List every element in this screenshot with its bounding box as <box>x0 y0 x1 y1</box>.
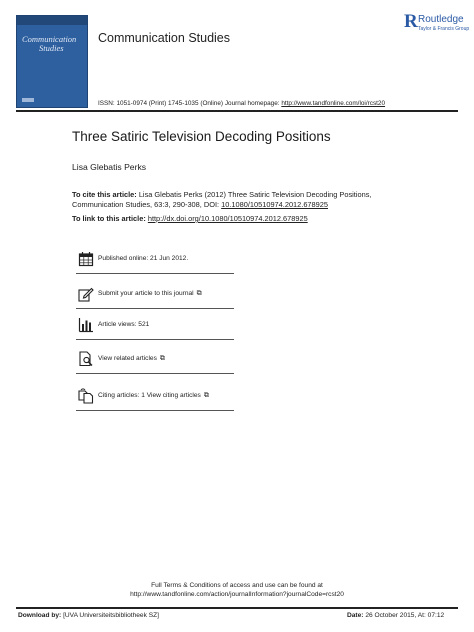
article-link-line <box>72 214 308 223</box>
citation-block <box>72 190 422 210</box>
routledge-logo[interactable] <box>404 11 470 34</box>
document-search-icon <box>78 351 94 367</box>
cite-label: To cite this article: <box>72 190 137 199</box>
header-divider <box>16 110 458 112</box>
cite-text: Lisa Glebatis Perks (2012) Three Satiric Television Decoding Positions, Communication Studies, 63:3, 290-308, DOI: <box>72 190 372 209</box>
related-articles-label[interactable]: View related articles ⧉ <box>98 355 165 362</box>
citing-icon <box>78 388 94 404</box>
cite-doi-link[interactable]: 10.1080/10510974.2012.678925 <box>221 200 328 209</box>
calendar-icon <box>78 251 94 267</box>
submit-article-label[interactable]: Submit your article to this journal ⧉ <box>98 290 202 297</box>
terms-link[interactable]: http://www.tandfonline.com/action/journalInformation?journalCode=rcst20 <box>130 591 344 598</box>
external-link-icon: ⧉ <box>203 392 209 399</box>
download-info <box>18 612 159 619</box>
publisher-name: Routledge <box>418 14 464 25</box>
submit-article-row[interactable] <box>76 283 234 309</box>
download-date <box>347 612 444 619</box>
link-label: To link to this article: <box>72 214 148 223</box>
footer-divider <box>16 607 458 609</box>
publisher-subtitle: Taylor & Francis Group <box>418 26 470 32</box>
download-value: [UVA Universiteitsbibliotheek SZ] <box>61 612 159 619</box>
related-articles-row[interactable] <box>76 348 234 374</box>
citing-articles-label[interactable]: Citing articles: 1 View citing articles ⧉ <box>98 392 209 399</box>
date-value: 26 October 2015, At: 07:12 <box>363 612 445 619</box>
bar-chart-icon <box>78 317 94 333</box>
external-link-icon: ⧉ <box>159 355 165 362</box>
routledge-mark-icon: R <box>404 11 418 32</box>
citing-articles-row[interactable] <box>76 385 234 411</box>
date-label: Date: <box>347 612 364 619</box>
published-online-row <box>76 248 234 274</box>
edit-icon <box>78 286 94 302</box>
terms-line1: Full Terms & Conditions of access and use can be found at <box>151 582 323 589</box>
cover-publisher-mark <box>22 98 34 102</box>
cover-title-line2: Studies <box>39 43 64 53</box>
cover-band <box>17 16 87 25</box>
article-author: Lisa Glebatis Perks <box>72 162 147 172</box>
journal-name[interactable]: Communication Studies <box>98 31 231 45</box>
journal-cover-image <box>16 15 88 108</box>
article-title: Three Satiric Television Decoding Positions <box>72 129 331 144</box>
article-views-row <box>76 314 234 340</box>
download-label: Download by: <box>18 612 62 619</box>
article-views-label: Article views: 521 <box>98 321 150 328</box>
published-online-label: Published online: 21 Jun 2012. <box>98 255 189 262</box>
cover-title-line1: Communication <box>22 34 77 44</box>
journal-homepage-link[interactable]: http://www.tandfonline.com/loi/rcst20 <box>281 100 386 107</box>
article-doi-link[interactable]: http://dx.doi.org/10.1080/10510974.2012.678925 <box>147 214 308 223</box>
external-link-icon: ⧉ <box>196 290 202 297</box>
issn-text: ISSN: 1051-0974 (Print) 1745-1035 (Online) Journal homepage: <box>98 100 282 107</box>
issn-line <box>98 100 385 107</box>
